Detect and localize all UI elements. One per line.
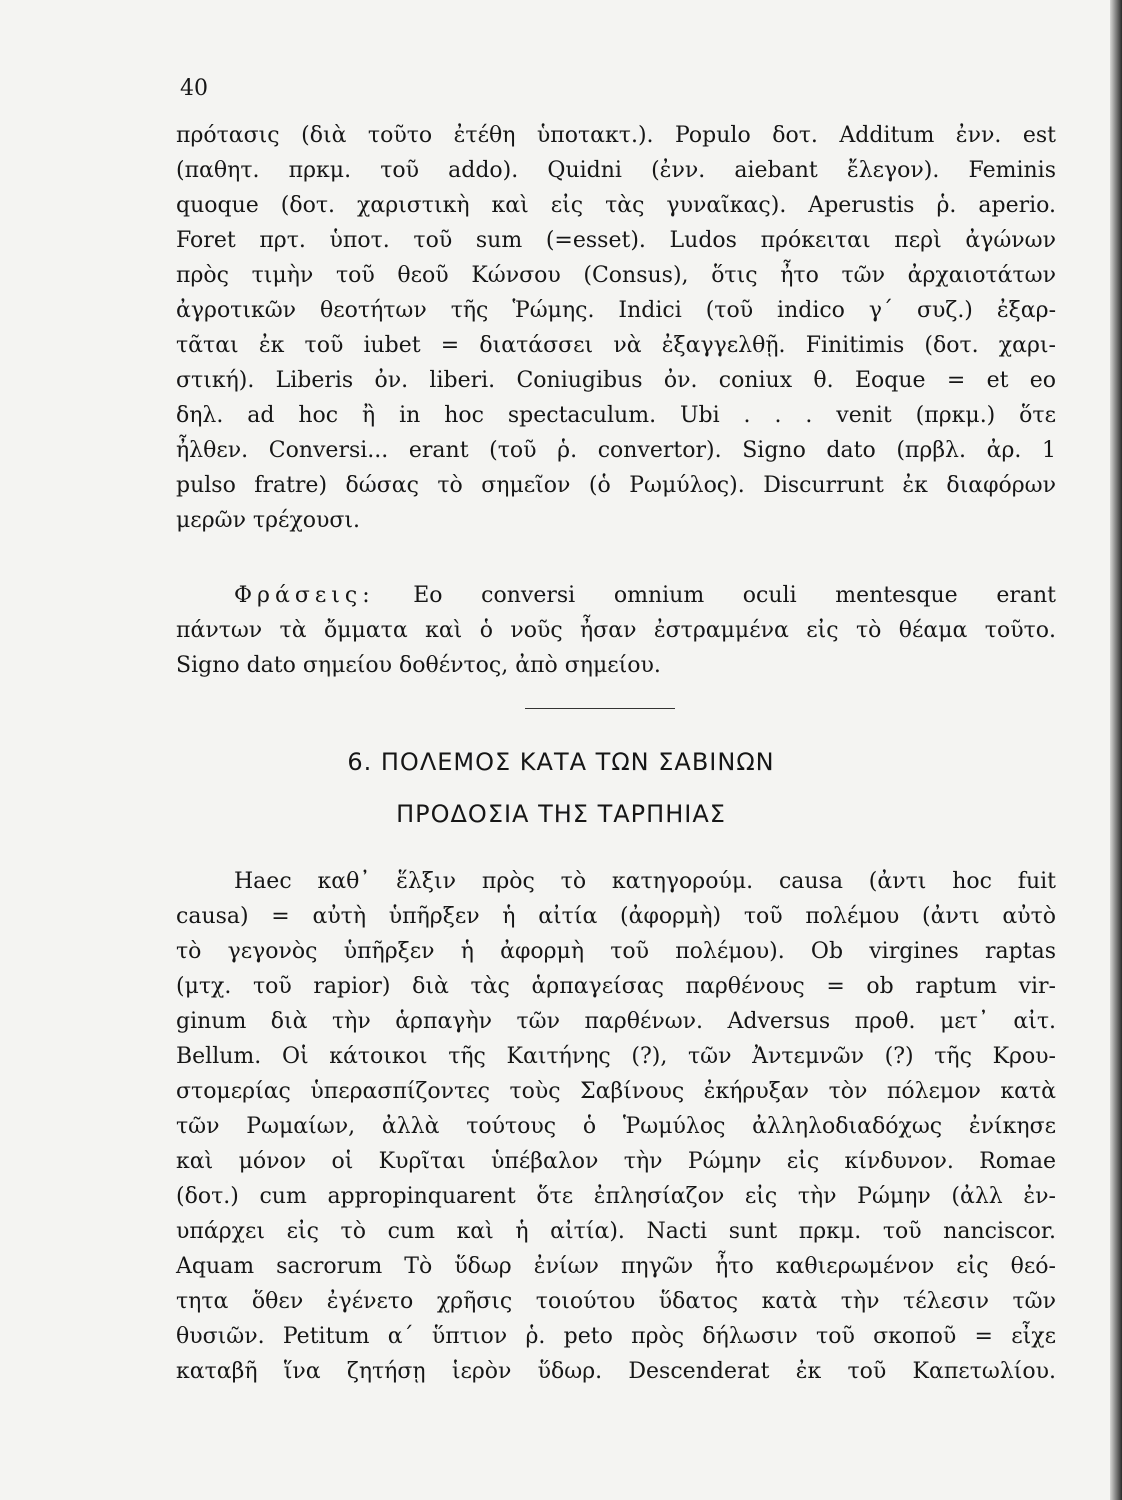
- text-line: πάντων τὰ ὄμματα καὶ ὁ νοῦς ἦσαν ἐστραμμένα εἰς τὸ θέαμα τοῦτο.: [176, 618, 1056, 643]
- text-line: στική). Liberis ὀν. liberi. Coniugibus ὀν. coniux θ. Eoque = et eo: [176, 368, 1056, 393]
- text-line: causa) = αὐτὴ ὑπῆρξεν ἡ αἰτία (ἀφορμὴ) τοῦ πολέμου (ἀντι αὐτὸ: [176, 904, 1056, 929]
- phrases-label: Φράσεις:: [234, 583, 375, 608]
- text-line: τᾶται ἐκ τοῦ iubet = διατάσσει νὰ ἐξαγγελθῇ. Finitimis (δοτ. χαρι-: [176, 333, 1056, 358]
- text-line: στομερίας ὑπερασπίζοντες τοὺς Σαβίνους ἐκήρυξαν τὸν πόλεμον κατὰ: [176, 1079, 1056, 1104]
- section-divider: [525, 708, 675, 709]
- text-line: μερῶν τρέχουσι.: [176, 508, 361, 533]
- text-line: (παθητ. πρκμ. τοῦ addo). Quidni (ἐνν. aiebant ἔλεγον). Feminis: [176, 158, 1056, 183]
- text-line: pulso fratre) δώσας τὸ σημεῖον (ὁ Ρωμύλος). Discurrunt ἐκ διαφόρων: [176, 473, 1056, 498]
- text-line: θυσιῶν. Petitum α΄ ὕπτιον ῥ. peto πρὸς δήλωσιν τοῦ σκοποῦ = εἶχε: [176, 1324, 1056, 1349]
- page-number: 40: [180, 76, 208, 101]
- text-line: καταβῆ ἵνα ζητήσῃ ἱερὸν ὕδωρ. Descenderat ἐκ τοῦ Καπετωλίου.: [176, 1359, 1056, 1384]
- text-line: τὸ γεγονὸς ὑπῆρξεν ἡ ἀφορμὴ τοῦ πολέμου). Ob virgines raptas: [176, 939, 1056, 964]
- text-line: quoque (δοτ. χαριστικὴ καὶ εἰς τὰς γυναῖκας). Aperustis ῥ. aperio.: [176, 193, 1056, 218]
- text-line: Signo dato σημείου δοθέντος, ἀπὸ σημείου.: [176, 653, 661, 678]
- text-line: πρὸς τιμὴν τοῦ θεοῦ Κώνσου (Consus), ὅτις ἦτο τῶν ἀρχαιοτάτων: [176, 263, 1056, 288]
- phrases-paragraph: [176, 578, 1056, 683]
- text-line: Bellum. Οἱ κάτοικοι τῆς Καιτήνης (?), τῶν Ἀντεμνῶν (?) τῆς Κρου-: [176, 1044, 1056, 1069]
- text-line: καὶ μόνον οἱ Κυρῖται ὑπέβαλον τὴν Ρώμην εἰς κίνδυνον. Romae: [176, 1149, 1056, 1174]
- text-line: (μτχ. τοῦ rapior) διὰ τὰς ἁρπαγείσας παρθένους = ob raptum vir-: [176, 974, 1056, 999]
- text-line: Haec καθ᾿ ἕλξιν πρὸς τὸ κατηγορούμ. causa (ἀντι hoc fuit: [234, 869, 1056, 894]
- text-line: δηλ. ad hoc ἢ in hoc spectaculum. Ubi . . . venit (πρκμ.) ὅτε: [176, 403, 1056, 428]
- text-line: (δοτ.) cum appropinquarent ὅτε ἐπλησίαζον εἰς τὴν Ρώμην (ἀλλ ἐν-: [176, 1184, 1056, 1209]
- text-line: τητα ὅθεν ἐγένετο χρῆσις τοιούτου ὕδατος κατὰ τὴν τέλεσιν τῶν: [176, 1289, 1056, 1314]
- text-line: Foret πρτ. ὑποτ. τοῦ sum (=esset). Ludos πρόκειται περὶ ἀγώνων: [176, 228, 1056, 253]
- section-subtitle: ΠΡΟΔΟΣΙΑ ΤΗΣ ΤΑΡΠΗΙΑΣ: [396, 800, 726, 828]
- text-line: τῶν Ρωμαίων, ἀλλὰ τούτους ὁ Ῥωμύλος ἀλληλοδιαδόχως ἐνίκησε: [176, 1114, 1056, 1139]
- commentary-paragraph-2: [176, 864, 1056, 1389]
- commentary-paragraph-1: [176, 118, 1056, 538]
- text-line: ginum διὰ τὴν ἁρπαγὴν τῶν παρθένων. Adversus προθ. μετ᾿ αἰτ.: [176, 1009, 1056, 1034]
- text-line: ἦλθεν. Conversi... erant (τοῦ ῥ. convertor). Signo dato (πρβλ. ἀρ. 1: [176, 438, 1056, 463]
- text-line: Aquam sacrorum Τὸ ὕδωρ ἐνίων πηγῶν ἦτο καθιερωμένον εἰς θεό-: [176, 1254, 1056, 1279]
- section-title: 6. ΠΟΛΕΜΟΣ ΚΑΤΑ ΤΩΝ ΣΑΒΙΝΩΝ: [347, 748, 775, 776]
- phrases-first-line: [176, 578, 1056, 613]
- text-line: ἀγροτικῶν θεοτήτων τῆς Ῥώμης. Indici (τοῦ indico γ΄ συζ.) ἐξαρ-: [176, 298, 1056, 323]
- text-line: πρότασις (διὰ τοῦτο ἐτέθη ὑποτακτ.). Populo δοτ. Additum ἐνν. est: [176, 123, 1056, 148]
- phrases-text: Eo conversi omnium oculi mentesque erant: [413, 583, 1056, 608]
- text-line: υπάρχει εἰς τὸ cum καὶ ἡ αἰτία). Nacti sunt πρκμ. τοῦ nanciscor.: [176, 1219, 1056, 1244]
